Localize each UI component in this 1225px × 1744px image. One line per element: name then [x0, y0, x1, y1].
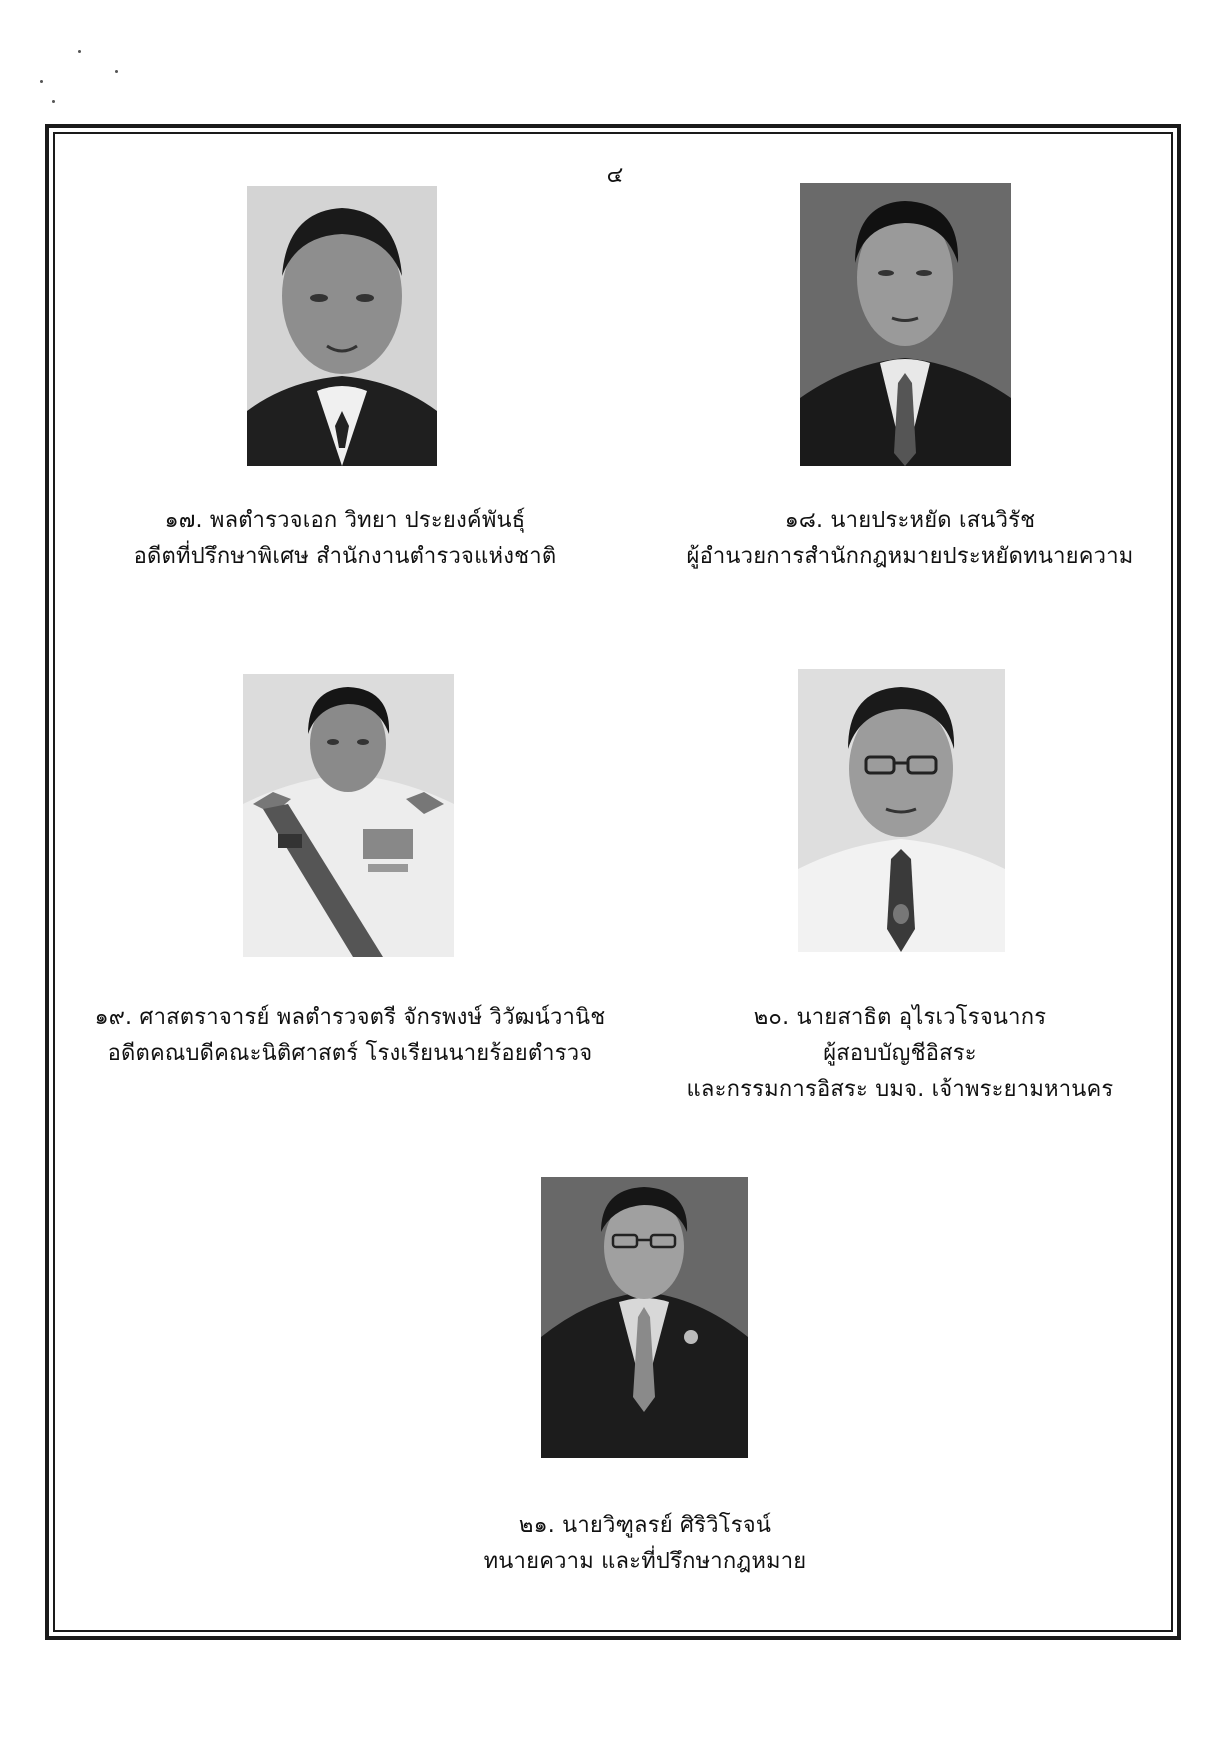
scan-speck	[52, 100, 55, 103]
person-20-title-1: ผู้สอบบัญชีอิสระ	[823, 1041, 977, 1066]
portrait-21-image	[541, 1177, 748, 1458]
page-number: ๔	[606, 163, 624, 188]
portrait-photo-17	[247, 186, 437, 466]
person-21-title: ทนายความ และที่ปรึกษากฎหมาย	[483, 1549, 807, 1574]
person-19-title: อดีตคณบดีคณะนิติศาสตร์ โรงเรียนนายร้อยตำรวจ	[107, 1041, 593, 1066]
portrait-17-image	[247, 186, 437, 466]
person-19-name: ๑๙. ศาสตราจารย์ พลตำรวจตรี จักรพงษ์ วิวัฒน์วานิช	[94, 1005, 606, 1030]
person-17-name: ๑๗. พลตำรวจเอก วิทยา ประยงค์พันธุ์	[164, 508, 526, 533]
caption-person-20	[670, 1000, 1130, 1108]
portrait-19-image	[243, 674, 454, 957]
person-20-name: ๒๐. นายสาธิต อุไรเวโรจนากร	[753, 1005, 1047, 1030]
portrait-photo-21	[541, 1177, 748, 1458]
caption-person-19	[70, 1000, 630, 1072]
person-18-title: ผู้อำนวยการสำนักกฎหมายประหยัดทนายความ	[686, 544, 1134, 569]
portrait-photo-20	[798, 669, 1005, 952]
person-20-title-2: และกรรมการอิสระ บมจ. เจ้าพระยามหานคร	[686, 1077, 1114, 1102]
person-18-name: ๑๘. นายประหยัด เสนวิรัช	[784, 508, 1036, 533]
scan-speck	[78, 50, 81, 53]
portrait-photo-19	[243, 674, 454, 957]
person-21-name: ๒๑. นายวิฑูลรย์ ศิริวิโรจน์	[518, 1513, 772, 1538]
scan-speck	[115, 70, 118, 73]
scan-speck	[40, 80, 43, 83]
caption-person-17	[110, 503, 580, 575]
portrait-photo-18	[800, 183, 1011, 466]
caption-person-18	[670, 503, 1150, 575]
portrait-20-image	[798, 669, 1005, 952]
person-17-title: อดีตที่ปรึกษาพิเศษ สำนักงานตำรวจแห่งชาติ	[133, 544, 557, 569]
portrait-18-image	[800, 183, 1011, 466]
caption-person-21	[440, 1508, 850, 1580]
